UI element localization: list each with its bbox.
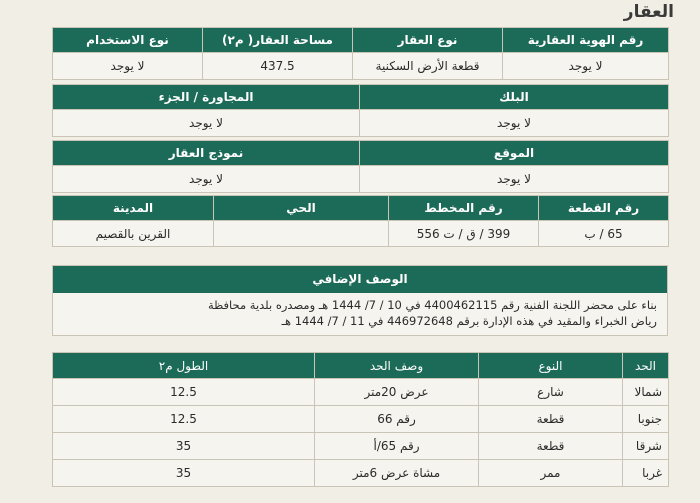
header-city: المدينة <box>53 196 214 221</box>
header-type: النوع <box>479 353 623 379</box>
boundary-description: مشاة عرض 6متر <box>315 460 479 487</box>
boundary-side: شمالا <box>623 379 669 406</box>
value-block: لا يوجد <box>360 110 669 137</box>
description-line: رياض الخبراء والمقيد في هذه الإدارة برقم 446972648 في 11 / 7/ 1444 هـ <box>281 314 657 328</box>
section-title: العقار <box>623 2 674 22</box>
header-property-model: نموذج العقار <box>53 141 360 166</box>
boundary-type: شارع <box>479 379 623 406</box>
plot-table <box>52 195 669 247</box>
header-length: الطول م٢ <box>53 353 315 379</box>
additional-description <box>52 265 668 336</box>
value-plot-number: 65 / ب <box>539 221 669 247</box>
header-plot-number: رقم القطعة <box>539 196 669 221</box>
value-scheme-number: 399 / ق / ت 556 <box>389 221 539 247</box>
header-property-type: نوع العقار <box>353 28 503 53</box>
header-location: الموقع <box>360 141 669 166</box>
value-location: لا يوجد <box>360 166 669 193</box>
boundary-description: رقم 65/أ <box>315 433 479 460</box>
location-table <box>52 140 669 193</box>
description-title: الوصف الإضافي <box>53 266 667 293</box>
value-district <box>214 221 389 247</box>
header-scheme-number: رقم المخطط <box>389 196 539 221</box>
header-usage-type: نوع الاستخدام <box>53 28 203 53</box>
boundary-description: رقم 66 <box>315 406 479 433</box>
header-boundary: الحد <box>623 353 669 379</box>
boundary-length: 12.5 <box>53 379 315 406</box>
block-table <box>52 84 669 137</box>
boundary-side: شرقا <box>623 433 669 460</box>
header-property-id: رقم الهوية العقارية <box>503 28 669 53</box>
table-row <box>53 406 669 433</box>
header-block: البلك <box>360 85 669 110</box>
boundary-type: قطعة <box>479 406 623 433</box>
value-property-type: قطعة الأرض السكنية <box>353 53 503 80</box>
value-property-model: لا يوجد <box>53 166 360 193</box>
boundary-length: 35 <box>53 460 315 487</box>
boundaries-table <box>52 352 669 487</box>
header-property-area: مساحة العقار( م٢) <box>203 28 353 53</box>
value-usage-type: لا يوجد <box>53 53 203 80</box>
boundary-side: جنوبا <box>623 406 669 433</box>
value-property-area: 437.5 <box>203 53 353 80</box>
table-row <box>53 460 669 487</box>
table-row <box>53 379 669 406</box>
boundary-length: 12.5 <box>53 406 315 433</box>
boundary-type: ممر <box>479 460 623 487</box>
boundary-description: عرض 20متر <box>315 379 479 406</box>
description-line: بناء على محضر اللجنة الفنية رقم 4400462115 في 10 / 7/ 1444 هـ ومصدره بلدية محافظة <box>207 298 657 312</box>
boundary-type: قطعة <box>479 433 623 460</box>
table-row <box>53 433 669 460</box>
header-neighborhood-part: المجاورة / الجزء <box>53 85 360 110</box>
value-city: القرين بالقصيم <box>53 221 214 247</box>
boundary-side: غربا <box>623 460 669 487</box>
header-district: الحي <box>214 196 389 221</box>
boundary-length: 35 <box>53 433 315 460</box>
description-body <box>53 293 667 335</box>
value-neighborhood-part: لا يوجد <box>53 110 360 137</box>
value-property-id: لا يوجد <box>503 53 669 80</box>
header-boundary-description: وصف الحد <box>315 353 479 379</box>
property-info-table <box>52 27 669 80</box>
